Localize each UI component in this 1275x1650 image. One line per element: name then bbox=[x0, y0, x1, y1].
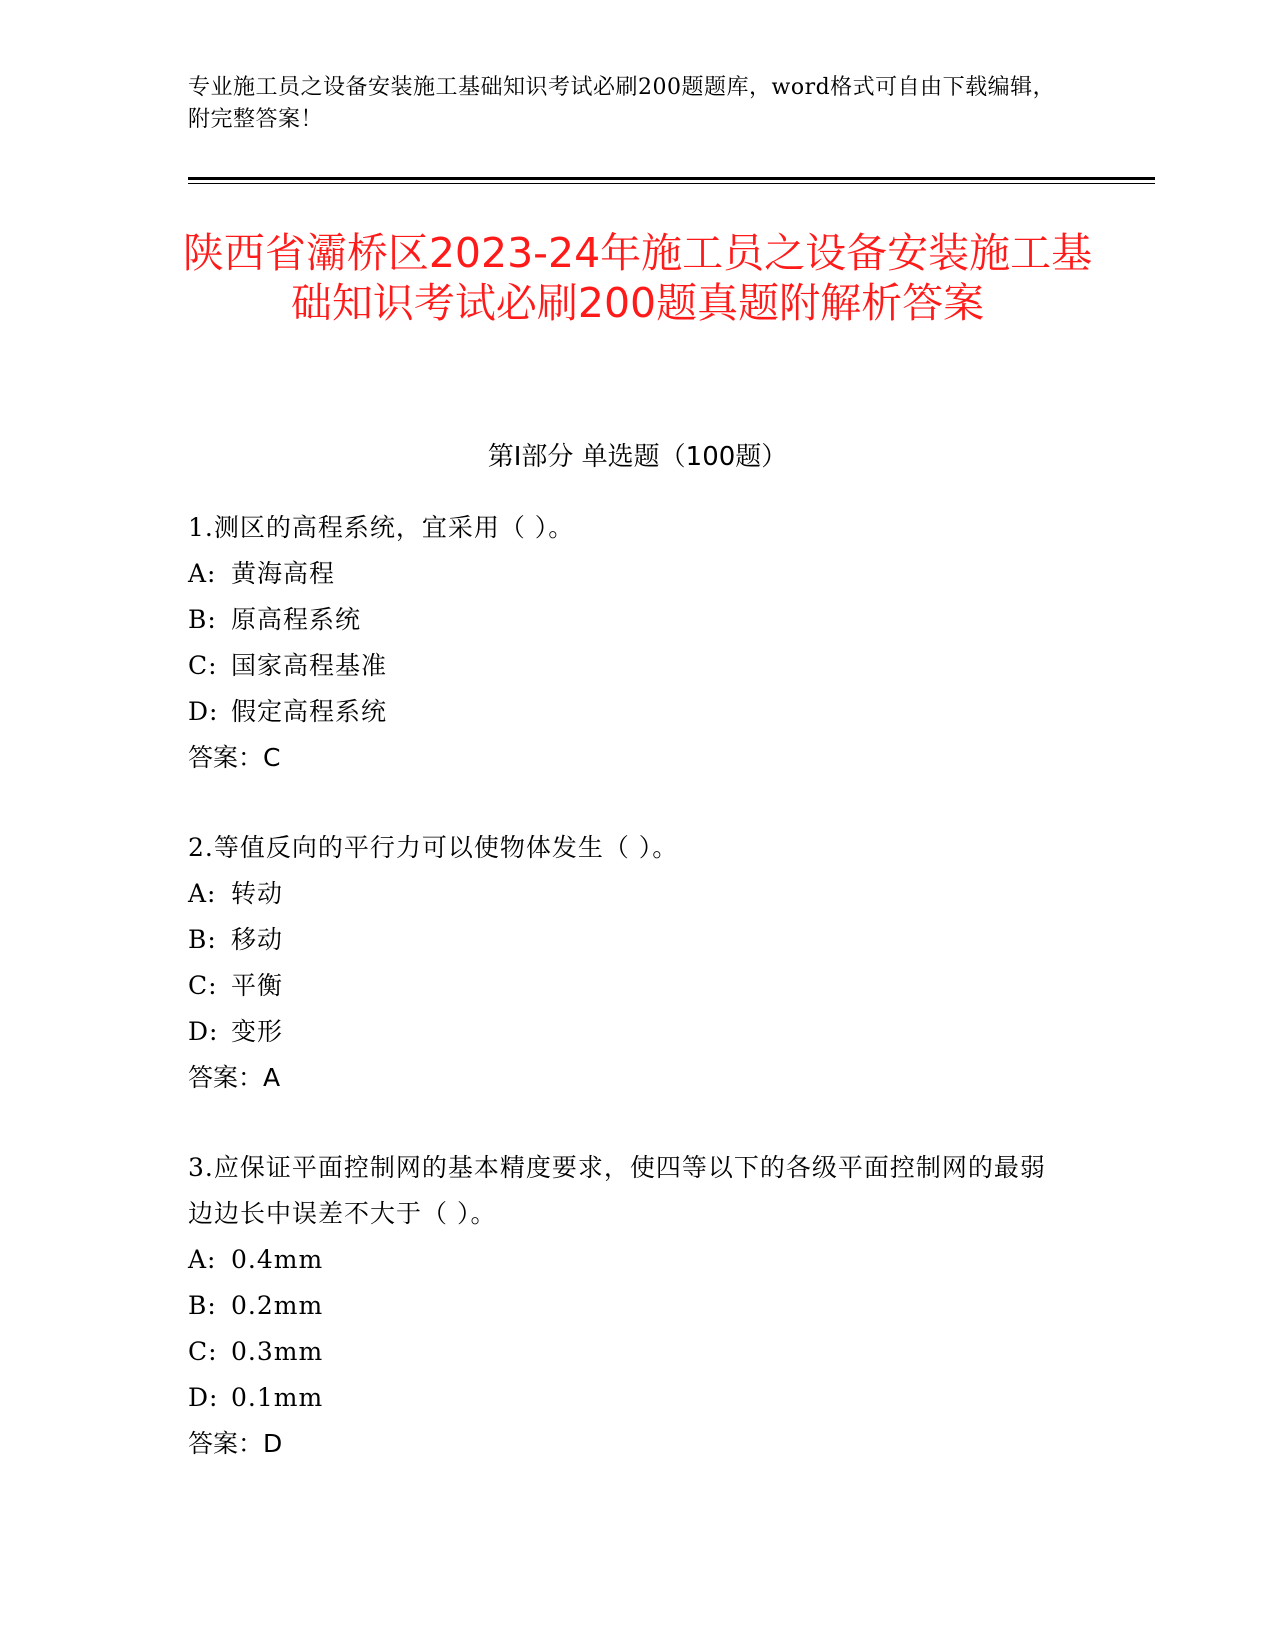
header-note: 专业施工员之设备安装施工基础知识考试必刷200题题库，word格式可自由下载编辑，附完整答案！ bbox=[188, 75, 1056, 132]
option-text: 0.3mm bbox=[231, 1337, 324, 1366]
option-text: 0.2mm bbox=[231, 1291, 324, 1320]
answer: 答案：D bbox=[188, 1429, 283, 1458]
option-c bbox=[188, 1329, 1068, 1375]
option-a bbox=[188, 1237, 1068, 1283]
header-rule-thin bbox=[188, 183, 1155, 184]
option-text: 转动 bbox=[231, 879, 284, 908]
option-b bbox=[188, 597, 1068, 643]
option-d bbox=[188, 689, 1068, 735]
question-1 bbox=[188, 505, 1068, 781]
option-text: 国家高程基准 bbox=[231, 651, 388, 680]
option-c bbox=[188, 963, 1068, 1009]
option-text: 移动 bbox=[231, 925, 284, 954]
option-key: C: bbox=[188, 971, 218, 1000]
option-c bbox=[188, 643, 1068, 689]
option-key: D: bbox=[188, 697, 219, 726]
option-text: 变形 bbox=[231, 1017, 284, 1046]
question-2 bbox=[188, 825, 1068, 1101]
question-stem: 2.等值反向的平行力可以使物体发生（ ）。 bbox=[188, 833, 679, 862]
header-rule-thick bbox=[188, 177, 1155, 180]
option-key: D: bbox=[188, 1017, 219, 1046]
question-stem: 3.应保证平面控制网的基本精度要求，使四等以下的各级平面控制网的最弱边边长中误差不大于（ ）。 bbox=[188, 1153, 1046, 1228]
option-d bbox=[188, 1009, 1068, 1055]
question-stem: 1.测区的高程系统，宜采用（ ）。 bbox=[188, 513, 575, 542]
option-text: 平衡 bbox=[231, 971, 284, 1000]
option-text: 原高程系统 bbox=[231, 605, 362, 634]
option-key: A: bbox=[188, 1245, 217, 1274]
section-title: 第Ⅰ部分 单选题（100题） bbox=[487, 442, 788, 472]
option-key: C: bbox=[188, 651, 218, 680]
answer: 答案：A bbox=[188, 1063, 281, 1092]
option-key: C: bbox=[188, 1337, 218, 1366]
option-text: 假定高程系统 bbox=[231, 697, 388, 726]
answer: 答案：C bbox=[188, 743, 281, 772]
option-d bbox=[188, 1375, 1068, 1421]
option-key: B: bbox=[188, 605, 217, 634]
option-text: 黄海高程 bbox=[231, 559, 336, 588]
option-key: D: bbox=[188, 1383, 219, 1412]
document-title: 陕西省灞桥区2023-24年施工员之设备安装施工基础知识考试必刷200题真题附解析答案 bbox=[182, 229, 1093, 327]
option-a bbox=[188, 551, 1068, 597]
option-text: 0.4mm bbox=[231, 1245, 324, 1274]
option-a bbox=[188, 871, 1068, 917]
question-3 bbox=[188, 1145, 1068, 1467]
option-key: A: bbox=[188, 879, 217, 908]
option-key: A: bbox=[188, 559, 217, 588]
option-key: B: bbox=[188, 1291, 217, 1320]
option-text: 0.1mm bbox=[231, 1383, 324, 1412]
option-key: B: bbox=[188, 925, 217, 954]
option-b bbox=[188, 1283, 1068, 1329]
option-b bbox=[188, 917, 1068, 963]
